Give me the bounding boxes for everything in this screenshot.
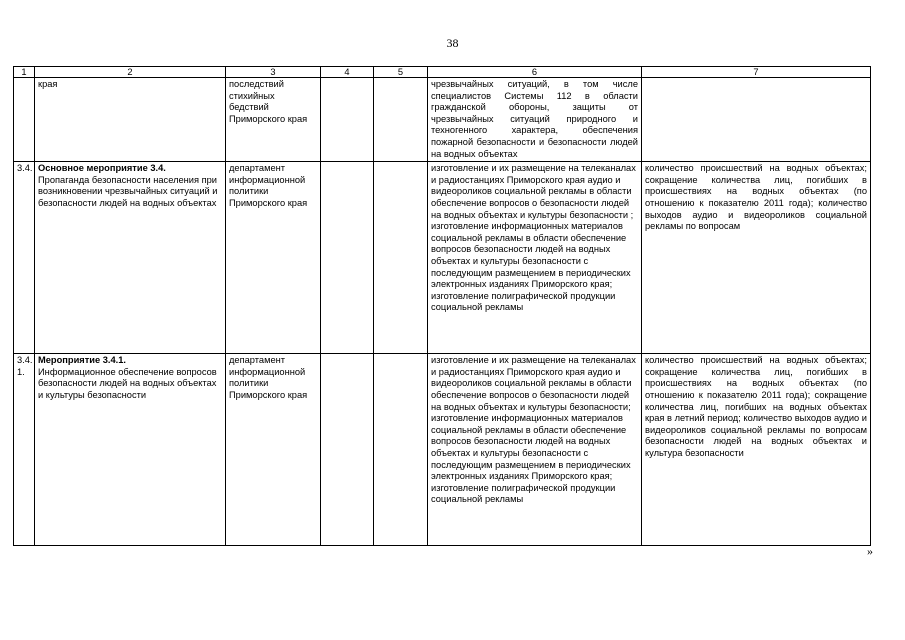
department-cell: департамент информационной политики Приморского края xyxy=(226,162,321,354)
measure-title: Основное мероприятие 3.4. xyxy=(38,163,166,174)
column-header: 2 xyxy=(35,67,226,78)
indicator-cell xyxy=(642,78,871,162)
column-5-cell xyxy=(374,78,428,162)
indicator-cell: количество происшествий на водных объектах; сокращение количества лиц, погибших в происшествиях на водных объектах (по отношению к показателю 2011 года); сокращение количества лиц, погибших на водных объектах края в летний период; количество выходов аудио и видеороликов социальной рекламы по вопросам безопасности людей на водных объектах и культура безопасности xyxy=(642,354,871,546)
column-5-cell xyxy=(374,354,428,546)
row-number: 3.4. xyxy=(14,162,35,354)
action-cell: изготовление и их размещение на телеканалах и радиостанциях Приморского края аудио и видеороликов социальной рекламы в области обеспечение вопросов о безопасности людей на водных объектах и культуры безопасности; изготовление информационных материалов социальной рекламы в области обеспечение вопросов безопасности людей на водных объектах и культуры безопасности с последующим размещением в периодических электронных изданиях Приморского края; изготовление полиграфической продукции социальной рекламы xyxy=(428,354,642,546)
table-row xyxy=(14,162,871,354)
department-cell: последствий стихийных бедствий Приморского края xyxy=(226,78,321,162)
indicator-cell: количество происшествий на водных объектах; сокращение количества лиц, погибших в происшествиях на водных объектах (по отношению к показателю 2011 года); количество выходов аудио и видеороликов социальной рекламы по вопросам xyxy=(642,162,871,354)
column-4-cell xyxy=(321,78,374,162)
column-header: 7 xyxy=(642,67,871,78)
table-row xyxy=(14,354,871,546)
measure-description: Информационное обеспечение вопросов безопасности людей на водных объектах и культуры безопасности xyxy=(38,366,217,400)
action-cell: чрезвычайных ситуаций, в том числе специалистов Системы 112 в области гражданской обороны, защиты от чрезвычайных ситуаций природного и техногенного характера, обеспечения пожарной безопасности и безопасности людей на водных объектах xyxy=(428,78,642,162)
column-header: 1 xyxy=(14,67,35,78)
measure-name-cell xyxy=(35,162,226,354)
measure-name-cell xyxy=(35,78,226,162)
row-number: 3.4. 1. xyxy=(14,354,35,546)
measure-description: Пропаганда безопасности населения при возникновении чрезвычайных ситуаций и безопасности людей на водных объектах xyxy=(38,174,218,208)
measure-description: края xyxy=(38,79,58,89)
column-header: 5 xyxy=(374,67,428,78)
column-header: 3 xyxy=(226,67,321,78)
page-number: 38 xyxy=(446,36,459,50)
department-cell: департамент информационной политики Приморского края xyxy=(226,354,321,546)
program-table xyxy=(13,66,871,546)
column-header: 4 xyxy=(321,67,374,78)
column-4-cell xyxy=(321,162,374,354)
row-number xyxy=(14,78,35,162)
measure-title: Мероприятие 3.4.1. xyxy=(38,355,126,366)
table-row xyxy=(14,78,871,162)
column-4-cell xyxy=(321,354,374,546)
table-header-row xyxy=(14,67,871,78)
continuation-mark: » xyxy=(867,544,873,558)
column-5-cell xyxy=(374,162,428,354)
measure-name-cell xyxy=(35,354,226,546)
action-cell: изготовление и их размещение на телеканалах и радиостанциях Приморского края аудио и видеороликов социальной рекламы в области обеспечение вопросов о безопасности людей на водных объектах и культуры безопасности ; изготовление информационных материалов социальной рекламы в области обеспечение вопросов безопасности людей на водных объектах и культуры безопасности с последующим размещением в периодических электронных изданиях Приморского края; изготовление полиграфической продукции социальной рекламы xyxy=(428,162,642,354)
column-header: 6 xyxy=(428,67,642,78)
